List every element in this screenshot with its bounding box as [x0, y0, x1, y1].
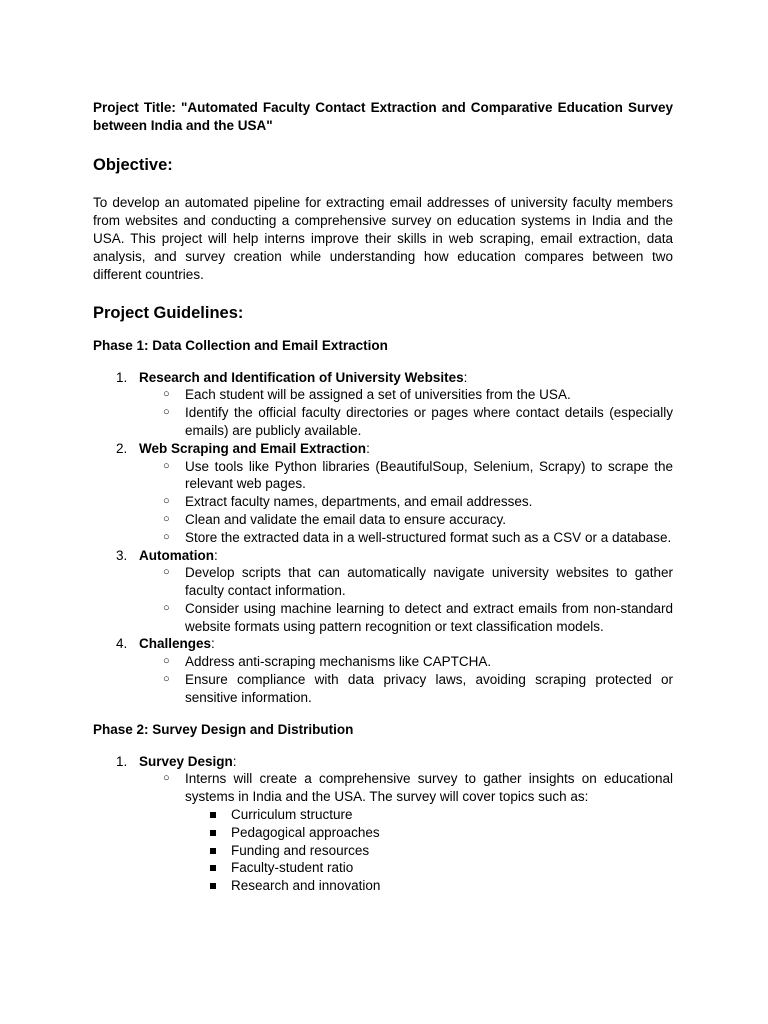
item-label: Survey Design — [139, 753, 233, 769]
sub-list — [139, 458, 673, 547]
project-title: Project Title: "Automated Faculty Contact Extraction and Comparative Education Survey between India and the USA" — [93, 100, 673, 133]
phase2-item: 1. Survey Design: ○ Interns will create a comprehensive survey to gather insights on educational systems in India and the USA. The survey will cover topics such as: Curriculum structure Pedagogical approaches Funding and resources Faculty-student ratio Research and innovation — [116, 753, 673, 894]
sub-list-item: ○ Ensure compliance with data privacy laws, avoiding scraping protected or sensitive information. — [163, 672, 673, 705]
sub-list — [139, 386, 673, 439]
item-label: Challenges — [139, 636, 212, 652]
topic-item: Curriculum structure — [185, 806, 673, 824]
item-number: 2. — [116, 440, 128, 456]
sub-list — [139, 770, 673, 895]
circle-bullet-icon: ○ — [163, 673, 170, 686]
circle-bullet-icon: ○ — [163, 655, 170, 668]
item-label: Automation — [139, 547, 214, 563]
square-bullet-icon — [210, 865, 216, 871]
item-label: Research and Identification of University Websites — [139, 369, 464, 385]
sub-list-item: ○ Identify the official faculty directories or pages where contact details (especially emails) are publicly available. — [163, 405, 673, 438]
circle-bullet-icon: ○ — [163, 495, 170, 508]
sub-list — [139, 564, 673, 635]
sub-list-item: ○ Address anti-scraping mechanisms like CAPTCHA. — [163, 654, 492, 670]
phase2-list — [93, 753, 673, 895]
sub-list-item: ○ Extract faculty names, departments, and email addresses. — [163, 494, 533, 510]
phase1-item: 2. Web Scraping and Email Extraction: ○ Use tools like Python libraries (BeautifulSoup, Selenium, Scrapy) to scrape the relevant web pages. ○ Extract faculty names, departments, and email addresses. ○ Clean and validate the email data to ensure accuracy. ○ Store the extracted data in a well-structured format such as a CSV or a database. — [116, 440, 673, 545]
phase2-heading: Phase 2: Survey Design and Distribution — [93, 721, 354, 737]
sub-list-item: ○ Interns will create a comprehensive survey to gather insights on educational systems in India and the USA. The survey will cover topics such as: Curriculum structure Pedagogical approaches Funding and resources Faculty-student ratio Research and innovation — [163, 771, 673, 894]
sub-list-item: ○ Use tools like Python libraries (BeautifulSoup, Selenium, Scrapy) to scrape the relevant web pages. — [163, 458, 673, 492]
square-bullet-icon — [210, 883, 216, 889]
topic-item: Funding and resources — [185, 842, 673, 860]
sub-list-item: ○ Store the extracted data in a well-structured format such as a CSV or a database. — [163, 529, 672, 545]
objective-body: To develop an automated pipeline for extracting email addresses of university faculty members from websites and conducting a comprehensive survey on education systems in India and the USA. This project will help interns improve their skills in web scraping, email extraction, data analysis, and survey creation while understanding how education compares between two different countries. — [93, 195, 673, 282]
circle-bullet-icon: ○ — [163, 406, 170, 419]
square-bullet-icon — [210, 848, 216, 854]
topic-list — [185, 806, 673, 895]
objective-heading: Objective: — [93, 156, 173, 174]
circle-bullet-icon: ○ — [163, 388, 170, 401]
document-page — [93, 99, 673, 895]
topic-item: Research and innovation — [185, 877, 673, 895]
circle-bullet-icon: ○ — [163, 530, 170, 543]
circle-bullet-icon: ○ — [163, 601, 170, 614]
circle-bullet-icon: ○ — [163, 512, 170, 525]
circle-bullet-icon: ○ — [163, 566, 170, 579]
sub-list-item: ○ Each student will be assigned a set of universities from the USA. — [163, 387, 571, 403]
project-title-label: Project Title — [93, 100, 172, 115]
phase1-heading: Phase 1: Data Collection and Email Extraction — [93, 337, 388, 353]
phase1-item: 4. Challenges: ○ Address anti-scraping mechanisms like CAPTCHA. ○ Ensure compliance with data privacy laws, avoiding scraping protected or sensitive information. — [116, 636, 673, 705]
square-bullet-icon — [210, 812, 216, 818]
circle-bullet-icon: ○ — [163, 459, 170, 472]
item-number: 4. — [116, 636, 128, 652]
phase1-list — [93, 369, 673, 707]
sub-list — [139, 653, 673, 706]
item-number: 1. — [116, 369, 128, 385]
sub-list-item: ○ Develop scripts that can automatically navigate university websites to gather faculty contact information. — [163, 565, 673, 599]
square-bullet-icon — [210, 830, 216, 836]
circle-bullet-icon: ○ — [163, 772, 170, 785]
item-label: Web Scraping and Email Extraction — [139, 440, 367, 456]
topic-item: Pedagogical approaches — [185, 824, 673, 842]
phase1-item: 1. Research and Identification of University Websites: ○ Each student will be assigned a set of universities from the USA. ○ Identify the official faculty directories or pages where contact details (especially emails) are publicly available. — [116, 369, 673, 438]
item-number: 3. — [116, 547, 128, 563]
sub-list-item: ○ Consider using machine learning to detect and extract emails from non-standard website formats using pattern recognition or text classification models. — [163, 600, 673, 634]
guidelines-heading: Project Guidelines: — [93, 303, 244, 322]
topic-item: Faculty-student ratio — [185, 859, 673, 877]
item-number: 1. — [116, 753, 128, 769]
sub-list-item: ○ Clean and validate the email data to ensure accuracy. — [163, 511, 506, 527]
project-title-text: "Automated Faculty Contact Extraction and Comparative Education Survey between India and the USA" — [93, 100, 673, 133]
phase1-item: 3. Automation: ○ Develop scripts that can automatically navigate university websites to gather faculty contact information. ○ Consider using machine learning to detect and extract emails from non-standard website formats using pattern recognition or text classification models. — [116, 547, 673, 634]
